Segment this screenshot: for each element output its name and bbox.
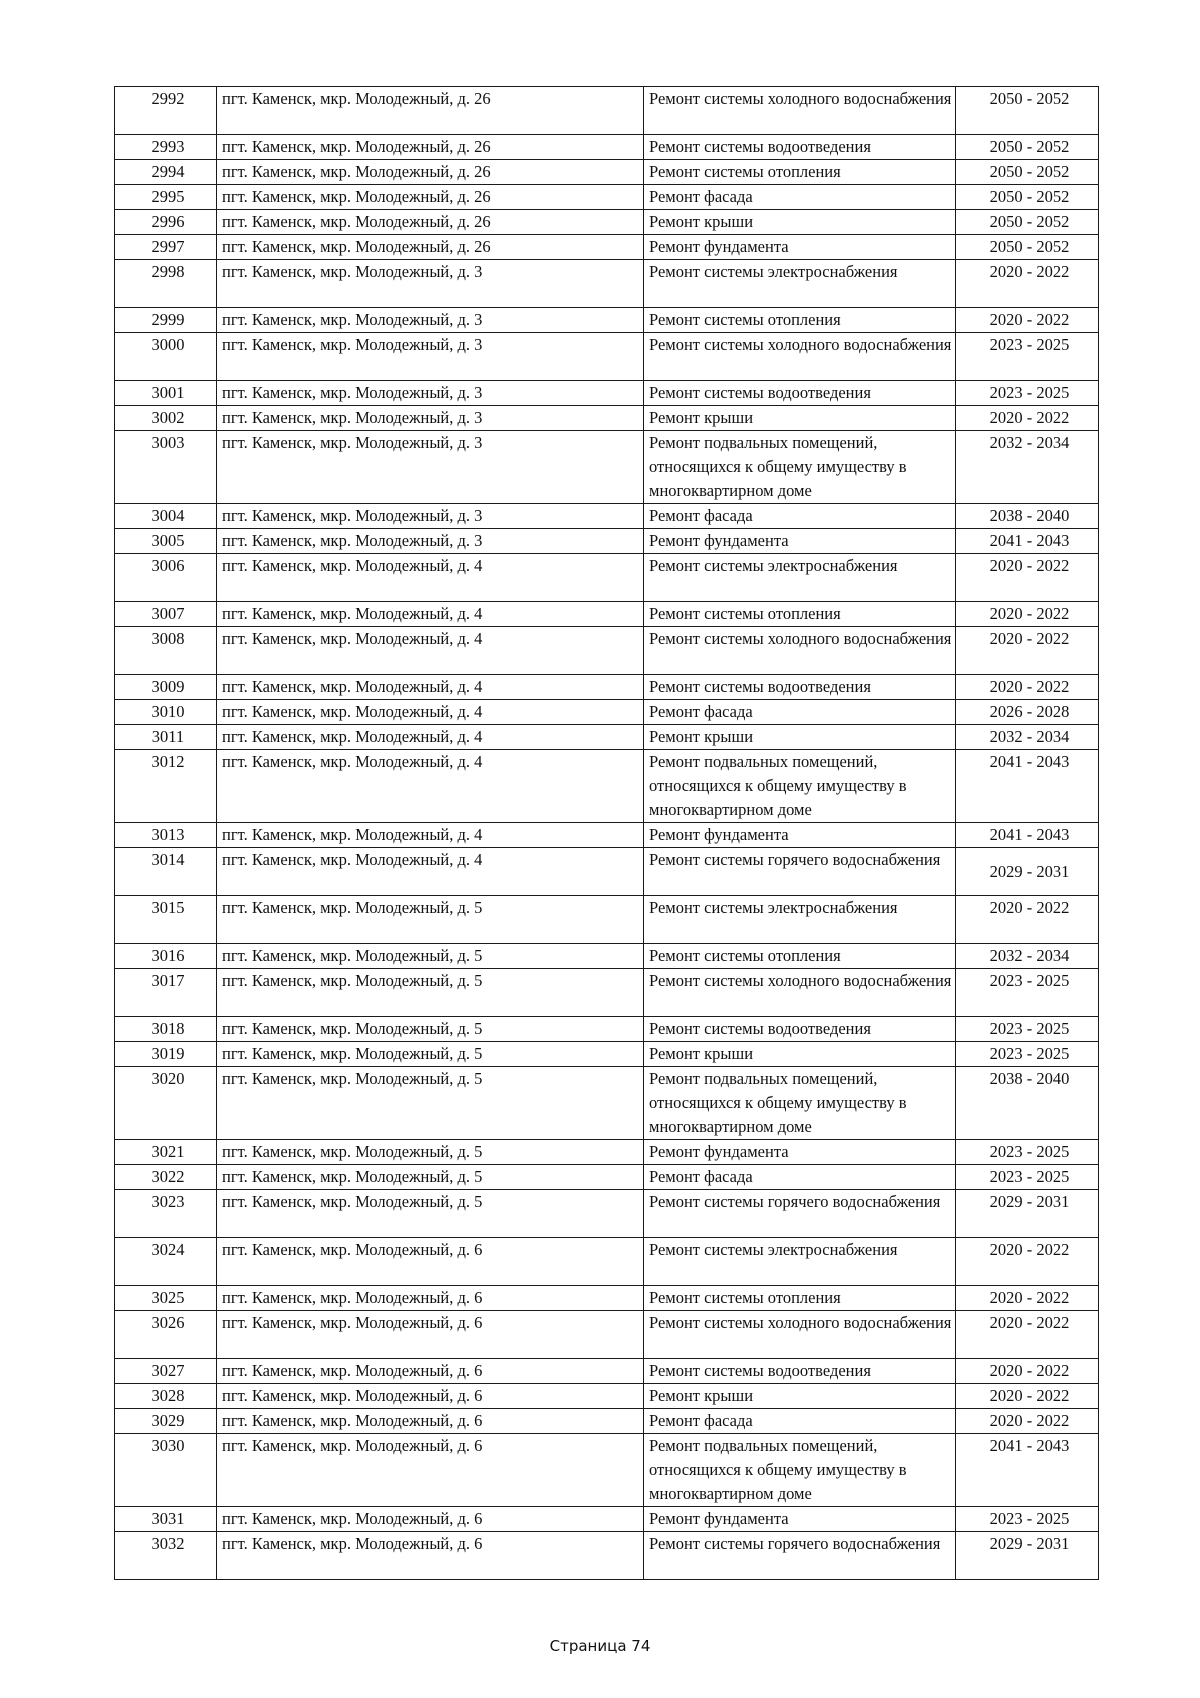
table-row bbox=[115, 1165, 1099, 1190]
row-number-cell: 3010 bbox=[115, 700, 217, 725]
work-type-cell: Ремонт системы холодного водоснабжения bbox=[644, 627, 956, 675]
table-row bbox=[115, 1140, 1099, 1165]
work-type-cell: Ремонт крыши bbox=[644, 210, 956, 235]
row-number-cell: 3012 bbox=[115, 750, 217, 823]
table-row bbox=[115, 1532, 1099, 1580]
row-number-cell: 2997 bbox=[115, 235, 217, 260]
work-type-cell: Ремонт системы водоотведения bbox=[644, 1359, 956, 1384]
years-cell: 2029 - 2031 bbox=[956, 1532, 1099, 1580]
years-cell: 2023 - 2025 bbox=[956, 1017, 1099, 1042]
work-type-cell: Ремонт системы горячего водоснабжения bbox=[644, 1190, 956, 1238]
row-number-cell: 3016 bbox=[115, 944, 217, 969]
address-cell: пгт. Каменск, мкр. Молодежный, д. 6 bbox=[217, 1238, 644, 1286]
years-cell: 2050 - 2052 bbox=[956, 185, 1099, 210]
work-type-cell: Ремонт системы холодного водоснабжения bbox=[644, 87, 956, 135]
table-row bbox=[115, 431, 1099, 504]
work-type-cell: Ремонт фундамента bbox=[644, 1140, 956, 1165]
address-cell: пгт. Каменск, мкр. Молодежный, д. 5 bbox=[217, 1042, 644, 1067]
address-cell: пгт. Каменск, мкр. Молодежный, д. 5 bbox=[217, 1017, 644, 1042]
years-cell: 2020 - 2022 bbox=[956, 1384, 1099, 1409]
work-type-cell: Ремонт системы водоотведения bbox=[644, 675, 956, 700]
work-type-cell: Ремонт фундамента bbox=[644, 823, 956, 848]
address-cell: пгт. Каменск, мкр. Молодежный, д. 3 bbox=[217, 504, 644, 529]
row-number-cell: 3027 bbox=[115, 1359, 217, 1384]
table-row bbox=[115, 381, 1099, 406]
work-type-cell: Ремонт системы холодного водоснабжения bbox=[644, 333, 956, 381]
work-type-cell: Ремонт системы отопления bbox=[644, 308, 956, 333]
row-number-cell: 3001 bbox=[115, 381, 217, 406]
table-row bbox=[115, 1359, 1099, 1384]
address-cell: пгт. Каменск, мкр. Молодежный, д. 26 bbox=[217, 235, 644, 260]
table-row bbox=[115, 823, 1099, 848]
years-cell: 2029 - 2031 bbox=[956, 848, 1099, 896]
address-cell: пгт. Каменск, мкр. Молодежный, д. 3 bbox=[217, 529, 644, 554]
row-number-cell: 3029 bbox=[115, 1409, 217, 1434]
row-number-cell: 3011 bbox=[115, 725, 217, 750]
table-row bbox=[115, 1384, 1099, 1409]
years-cell: 2032 - 2034 bbox=[956, 944, 1099, 969]
row-number-cell: 3018 bbox=[115, 1017, 217, 1042]
row-number-cell: 3021 bbox=[115, 1140, 217, 1165]
work-type-cell: Ремонт подвальных помещений, относящихся к общему имуществу в многоквартирном доме bbox=[644, 1434, 956, 1507]
address-cell: пгт. Каменск, мкр. Молодежный, д. 26 bbox=[217, 185, 644, 210]
table-row bbox=[115, 944, 1099, 969]
address-cell: пгт. Каменск, мкр. Молодежный, д. 26 bbox=[217, 210, 644, 235]
work-type-cell: Ремонт фасада bbox=[644, 504, 956, 529]
work-type-cell: Ремонт системы отопления bbox=[644, 1286, 956, 1311]
work-type-cell: Ремонт подвальных помещений, относящихся к общему имуществу в многоквартирном доме bbox=[644, 431, 956, 504]
address-cell: пгт. Каменск, мкр. Молодежный, д. 5 bbox=[217, 944, 644, 969]
years-cell: 2020 - 2022 bbox=[956, 1286, 1099, 1311]
table-row bbox=[115, 1409, 1099, 1434]
address-cell: пгт. Каменск, мкр. Молодежный, д. 5 bbox=[217, 1140, 644, 1165]
table-row bbox=[115, 602, 1099, 627]
table-row bbox=[115, 750, 1099, 823]
address-cell: пгт. Каменск, мкр. Молодежный, д. 4 bbox=[217, 750, 644, 823]
work-type-cell: Ремонт подвальных помещений, относящихся к общему имуществу в многоквартирном доме bbox=[644, 1067, 956, 1140]
row-number-cell: 3032 bbox=[115, 1532, 217, 1580]
address-cell: пгт. Каменск, мкр. Молодежный, д. 26 bbox=[217, 160, 644, 185]
row-number-cell: 3002 bbox=[115, 406, 217, 431]
years-cell: 2020 - 2022 bbox=[956, 675, 1099, 700]
table-row bbox=[115, 1311, 1099, 1359]
table-row bbox=[115, 848, 1099, 896]
address-cell: пгт. Каменск, мкр. Молодежный, д. 3 bbox=[217, 381, 644, 406]
address-cell: пгт. Каменск, мкр. Молодежный, д. 4 bbox=[217, 675, 644, 700]
years-cell: 2041 - 2043 bbox=[956, 823, 1099, 848]
table-row bbox=[115, 260, 1099, 308]
row-number-cell: 2996 bbox=[115, 210, 217, 235]
table-row bbox=[115, 333, 1099, 381]
years-cell: 2041 - 2043 bbox=[956, 529, 1099, 554]
work-type-cell: Ремонт фундамента bbox=[644, 1507, 956, 1532]
page-number: Страница 74 bbox=[549, 1637, 651, 1655]
row-number-cell: 3031 bbox=[115, 1507, 217, 1532]
work-type-cell: Ремонт системы отопления bbox=[644, 602, 956, 627]
years-cell: 2020 - 2022 bbox=[956, 1238, 1099, 1286]
work-type-cell: Ремонт системы водоотведения bbox=[644, 1017, 956, 1042]
table-row bbox=[115, 627, 1099, 675]
years-cell: 2020 - 2022 bbox=[956, 308, 1099, 333]
work-type-cell: Ремонт системы холодного водоснабжения bbox=[644, 969, 956, 1017]
address-cell: пгт. Каменск, мкр. Молодежный, д. 6 bbox=[217, 1434, 644, 1507]
work-type-cell: Ремонт системы холодного водоснабжения bbox=[644, 1311, 956, 1359]
years-cell: 2020 - 2022 bbox=[956, 554, 1099, 602]
row-number-cell: 3020 bbox=[115, 1067, 217, 1140]
row-number-cell: 2999 bbox=[115, 308, 217, 333]
row-number-cell: 2998 bbox=[115, 260, 217, 308]
work-type-cell: Ремонт системы водоотведения bbox=[644, 381, 956, 406]
address-cell: пгт. Каменск, мкр. Молодежный, д. 6 bbox=[217, 1507, 644, 1532]
table-row bbox=[115, 896, 1099, 944]
document-page bbox=[114, 86, 1098, 1580]
years-cell: 2023 - 2025 bbox=[956, 1140, 1099, 1165]
years-cell: 2041 - 2043 bbox=[956, 750, 1099, 823]
years-cell: 2038 - 2040 bbox=[956, 504, 1099, 529]
address-cell: пгт. Каменск, мкр. Молодежный, д. 3 bbox=[217, 431, 644, 504]
address-cell: пгт. Каменск, мкр. Молодежный, д. 5 bbox=[217, 1165, 644, 1190]
table-body bbox=[115, 87, 1099, 1580]
address-cell: пгт. Каменск, мкр. Молодежный, д. 4 bbox=[217, 823, 644, 848]
table-row bbox=[115, 185, 1099, 210]
table-row bbox=[115, 235, 1099, 260]
row-number-cell: 3007 bbox=[115, 602, 217, 627]
table-row bbox=[115, 1286, 1099, 1311]
row-number-cell: 3004 bbox=[115, 504, 217, 529]
row-number-cell: 3022 bbox=[115, 1165, 217, 1190]
years-cell: 2050 - 2052 bbox=[956, 87, 1099, 135]
address-cell: пгт. Каменск, мкр. Молодежный, д. 26 bbox=[217, 135, 644, 160]
repair-schedule-table bbox=[114, 86, 1099, 1580]
address-cell: пгт. Каменск, мкр. Молодежный, д. 5 bbox=[217, 1067, 644, 1140]
address-cell: пгт. Каменск, мкр. Молодежный, д. 4 bbox=[217, 554, 644, 602]
row-number-cell: 3028 bbox=[115, 1384, 217, 1409]
work-type-cell: Ремонт системы отопления bbox=[644, 160, 956, 185]
work-type-cell: Ремонт системы горячего водоснабжения bbox=[644, 1532, 956, 1580]
row-number-cell: 2992 bbox=[115, 87, 217, 135]
years-cell: 2026 - 2028 bbox=[956, 700, 1099, 725]
work-type-cell: Ремонт крыши bbox=[644, 725, 956, 750]
table-row bbox=[115, 135, 1099, 160]
row-number-cell: 2995 bbox=[115, 185, 217, 210]
years-cell: 2023 - 2025 bbox=[956, 333, 1099, 381]
row-number-cell: 3005 bbox=[115, 529, 217, 554]
years-cell: 2023 - 2025 bbox=[956, 1042, 1099, 1067]
table-row bbox=[115, 160, 1099, 185]
address-cell: пгт. Каменск, мкр. Молодежный, д. 6 bbox=[217, 1286, 644, 1311]
row-number-cell: 3017 bbox=[115, 969, 217, 1017]
years-cell: 2029 - 2031 bbox=[956, 1190, 1099, 1238]
years-cell: 2023 - 2025 bbox=[956, 1507, 1099, 1532]
work-type-cell: Ремонт крыши bbox=[644, 1042, 956, 1067]
years-cell: 2050 - 2052 bbox=[956, 160, 1099, 185]
row-number-cell: 3019 bbox=[115, 1042, 217, 1067]
years-cell: 2020 - 2022 bbox=[956, 1311, 1099, 1359]
work-type-cell: Ремонт системы электроснабжения bbox=[644, 554, 956, 602]
address-cell: пгт. Каменск, мкр. Молодежный, д. 3 bbox=[217, 260, 644, 308]
row-number-cell: 3008 bbox=[115, 627, 217, 675]
table-row bbox=[115, 210, 1099, 235]
work-type-cell: Ремонт системы электроснабжения bbox=[644, 896, 956, 944]
years-cell: 2032 - 2034 bbox=[956, 725, 1099, 750]
years-cell: 2023 - 2025 bbox=[956, 1165, 1099, 1190]
row-number-cell: 3000 bbox=[115, 333, 217, 381]
table-row bbox=[115, 504, 1099, 529]
address-cell: пгт. Каменск, мкр. Молодежный, д. 3 bbox=[217, 308, 644, 333]
address-cell: пгт. Каменск, мкр. Молодежный, д. 6 bbox=[217, 1359, 644, 1384]
address-cell: пгт. Каменск, мкр. Молодежный, д. 4 bbox=[217, 627, 644, 675]
years-cell: 2041 - 2043 bbox=[956, 1434, 1099, 1507]
table-row bbox=[115, 725, 1099, 750]
row-number-cell: 2993 bbox=[115, 135, 217, 160]
work-type-cell: Ремонт системы электроснабжения bbox=[644, 1238, 956, 1286]
years-cell: 2038 - 2040 bbox=[956, 1067, 1099, 1140]
years-cell: 2023 - 2025 bbox=[956, 969, 1099, 1017]
table-row bbox=[115, 1434, 1099, 1507]
row-number-cell: 3009 bbox=[115, 675, 217, 700]
row-number-cell: 3030 bbox=[115, 1434, 217, 1507]
address-cell: пгт. Каменск, мкр. Молодежный, д. 26 bbox=[217, 87, 644, 135]
row-number-cell: 3025 bbox=[115, 1286, 217, 1311]
years-cell: 2050 - 2052 bbox=[956, 210, 1099, 235]
years-cell: 2020 - 2022 bbox=[956, 896, 1099, 944]
work-type-cell: Ремонт фасада bbox=[644, 1165, 956, 1190]
table-row bbox=[115, 1042, 1099, 1067]
row-number-cell: 3003 bbox=[115, 431, 217, 504]
table-row bbox=[115, 1017, 1099, 1042]
table-row bbox=[115, 529, 1099, 554]
work-type-cell: Ремонт фасада bbox=[644, 185, 956, 210]
address-cell: пгт. Каменск, мкр. Молодежный, д. 6 bbox=[217, 1532, 644, 1580]
years-cell: 2050 - 2052 bbox=[956, 235, 1099, 260]
table-row bbox=[115, 969, 1099, 1017]
address-cell: пгт. Каменск, мкр. Молодежный, д. 6 bbox=[217, 1409, 644, 1434]
table-row bbox=[115, 406, 1099, 431]
address-cell: пгт. Каменск, мкр. Молодежный, д. 4 bbox=[217, 848, 644, 896]
address-cell: пгт. Каменск, мкр. Молодежный, д. 4 bbox=[217, 725, 644, 750]
work-type-cell: Ремонт системы электроснабжения bbox=[644, 260, 956, 308]
years-cell: 2050 - 2052 bbox=[956, 135, 1099, 160]
address-cell: пгт. Каменск, мкр. Молодежный, д. 4 bbox=[217, 700, 644, 725]
table-row bbox=[115, 675, 1099, 700]
years-cell: 2020 - 2022 bbox=[956, 260, 1099, 308]
table-row bbox=[115, 308, 1099, 333]
work-type-cell: Ремонт крыши bbox=[644, 1384, 956, 1409]
table-row bbox=[115, 87, 1099, 135]
work-type-cell: Ремонт системы отопления bbox=[644, 944, 956, 969]
row-number-cell: 3015 bbox=[115, 896, 217, 944]
row-number-cell: 3026 bbox=[115, 1311, 217, 1359]
table-row bbox=[115, 1238, 1099, 1286]
address-cell: пгт. Каменск, мкр. Молодежный, д. 6 bbox=[217, 1384, 644, 1409]
address-cell: пгт. Каменск, мкр. Молодежный, д. 5 bbox=[217, 1190, 644, 1238]
years-cell: 2020 - 2022 bbox=[956, 1409, 1099, 1434]
work-type-cell: Ремонт системы горячего водоснабжения bbox=[644, 848, 956, 896]
work-type-cell: Ремонт крыши bbox=[644, 406, 956, 431]
table-row bbox=[115, 1067, 1099, 1140]
table-row bbox=[115, 700, 1099, 725]
address-cell: пгт. Каменск, мкр. Молодежный, д. 5 bbox=[217, 969, 644, 1017]
row-number-cell: 3014 bbox=[115, 848, 217, 896]
row-number-cell: 2994 bbox=[115, 160, 217, 185]
address-cell: пгт. Каменск, мкр. Молодежный, д. 5 bbox=[217, 896, 644, 944]
row-number-cell: 3024 bbox=[115, 1238, 217, 1286]
address-cell: пгт. Каменск, мкр. Молодежный, д. 4 bbox=[217, 602, 644, 627]
years-cell: 2020 - 2022 bbox=[956, 602, 1099, 627]
work-type-cell: Ремонт фундамента bbox=[644, 235, 956, 260]
work-type-cell: Ремонт фасада bbox=[644, 700, 956, 725]
years-cell: 2020 - 2022 bbox=[956, 406, 1099, 431]
row-number-cell: 3006 bbox=[115, 554, 217, 602]
row-number-cell: 3023 bbox=[115, 1190, 217, 1238]
years-cell: 2020 - 2022 bbox=[956, 1359, 1099, 1384]
years-cell: 2020 - 2022 bbox=[956, 627, 1099, 675]
address-cell: пгт. Каменск, мкр. Молодежный, д. 6 bbox=[217, 1311, 644, 1359]
work-type-cell: Ремонт фундамента bbox=[644, 529, 956, 554]
address-cell: пгт. Каменск, мкр. Молодежный, д. 3 bbox=[217, 406, 644, 431]
years-cell: 2023 - 2025 bbox=[956, 381, 1099, 406]
work-type-cell: Ремонт подвальных помещений, относящихся к общему имуществу в многоквартирном доме bbox=[644, 750, 956, 823]
table-row bbox=[115, 554, 1099, 602]
work-type-cell: Ремонт системы водоотведения bbox=[644, 135, 956, 160]
row-number-cell: 3013 bbox=[115, 823, 217, 848]
table-row bbox=[115, 1190, 1099, 1238]
years-cell: 2032 - 2034 bbox=[956, 431, 1099, 504]
address-cell: пгт. Каменск, мкр. Молодежный, д. 3 bbox=[217, 333, 644, 381]
work-type-cell: Ремонт фасада bbox=[644, 1409, 956, 1434]
table-row bbox=[115, 1507, 1099, 1532]
